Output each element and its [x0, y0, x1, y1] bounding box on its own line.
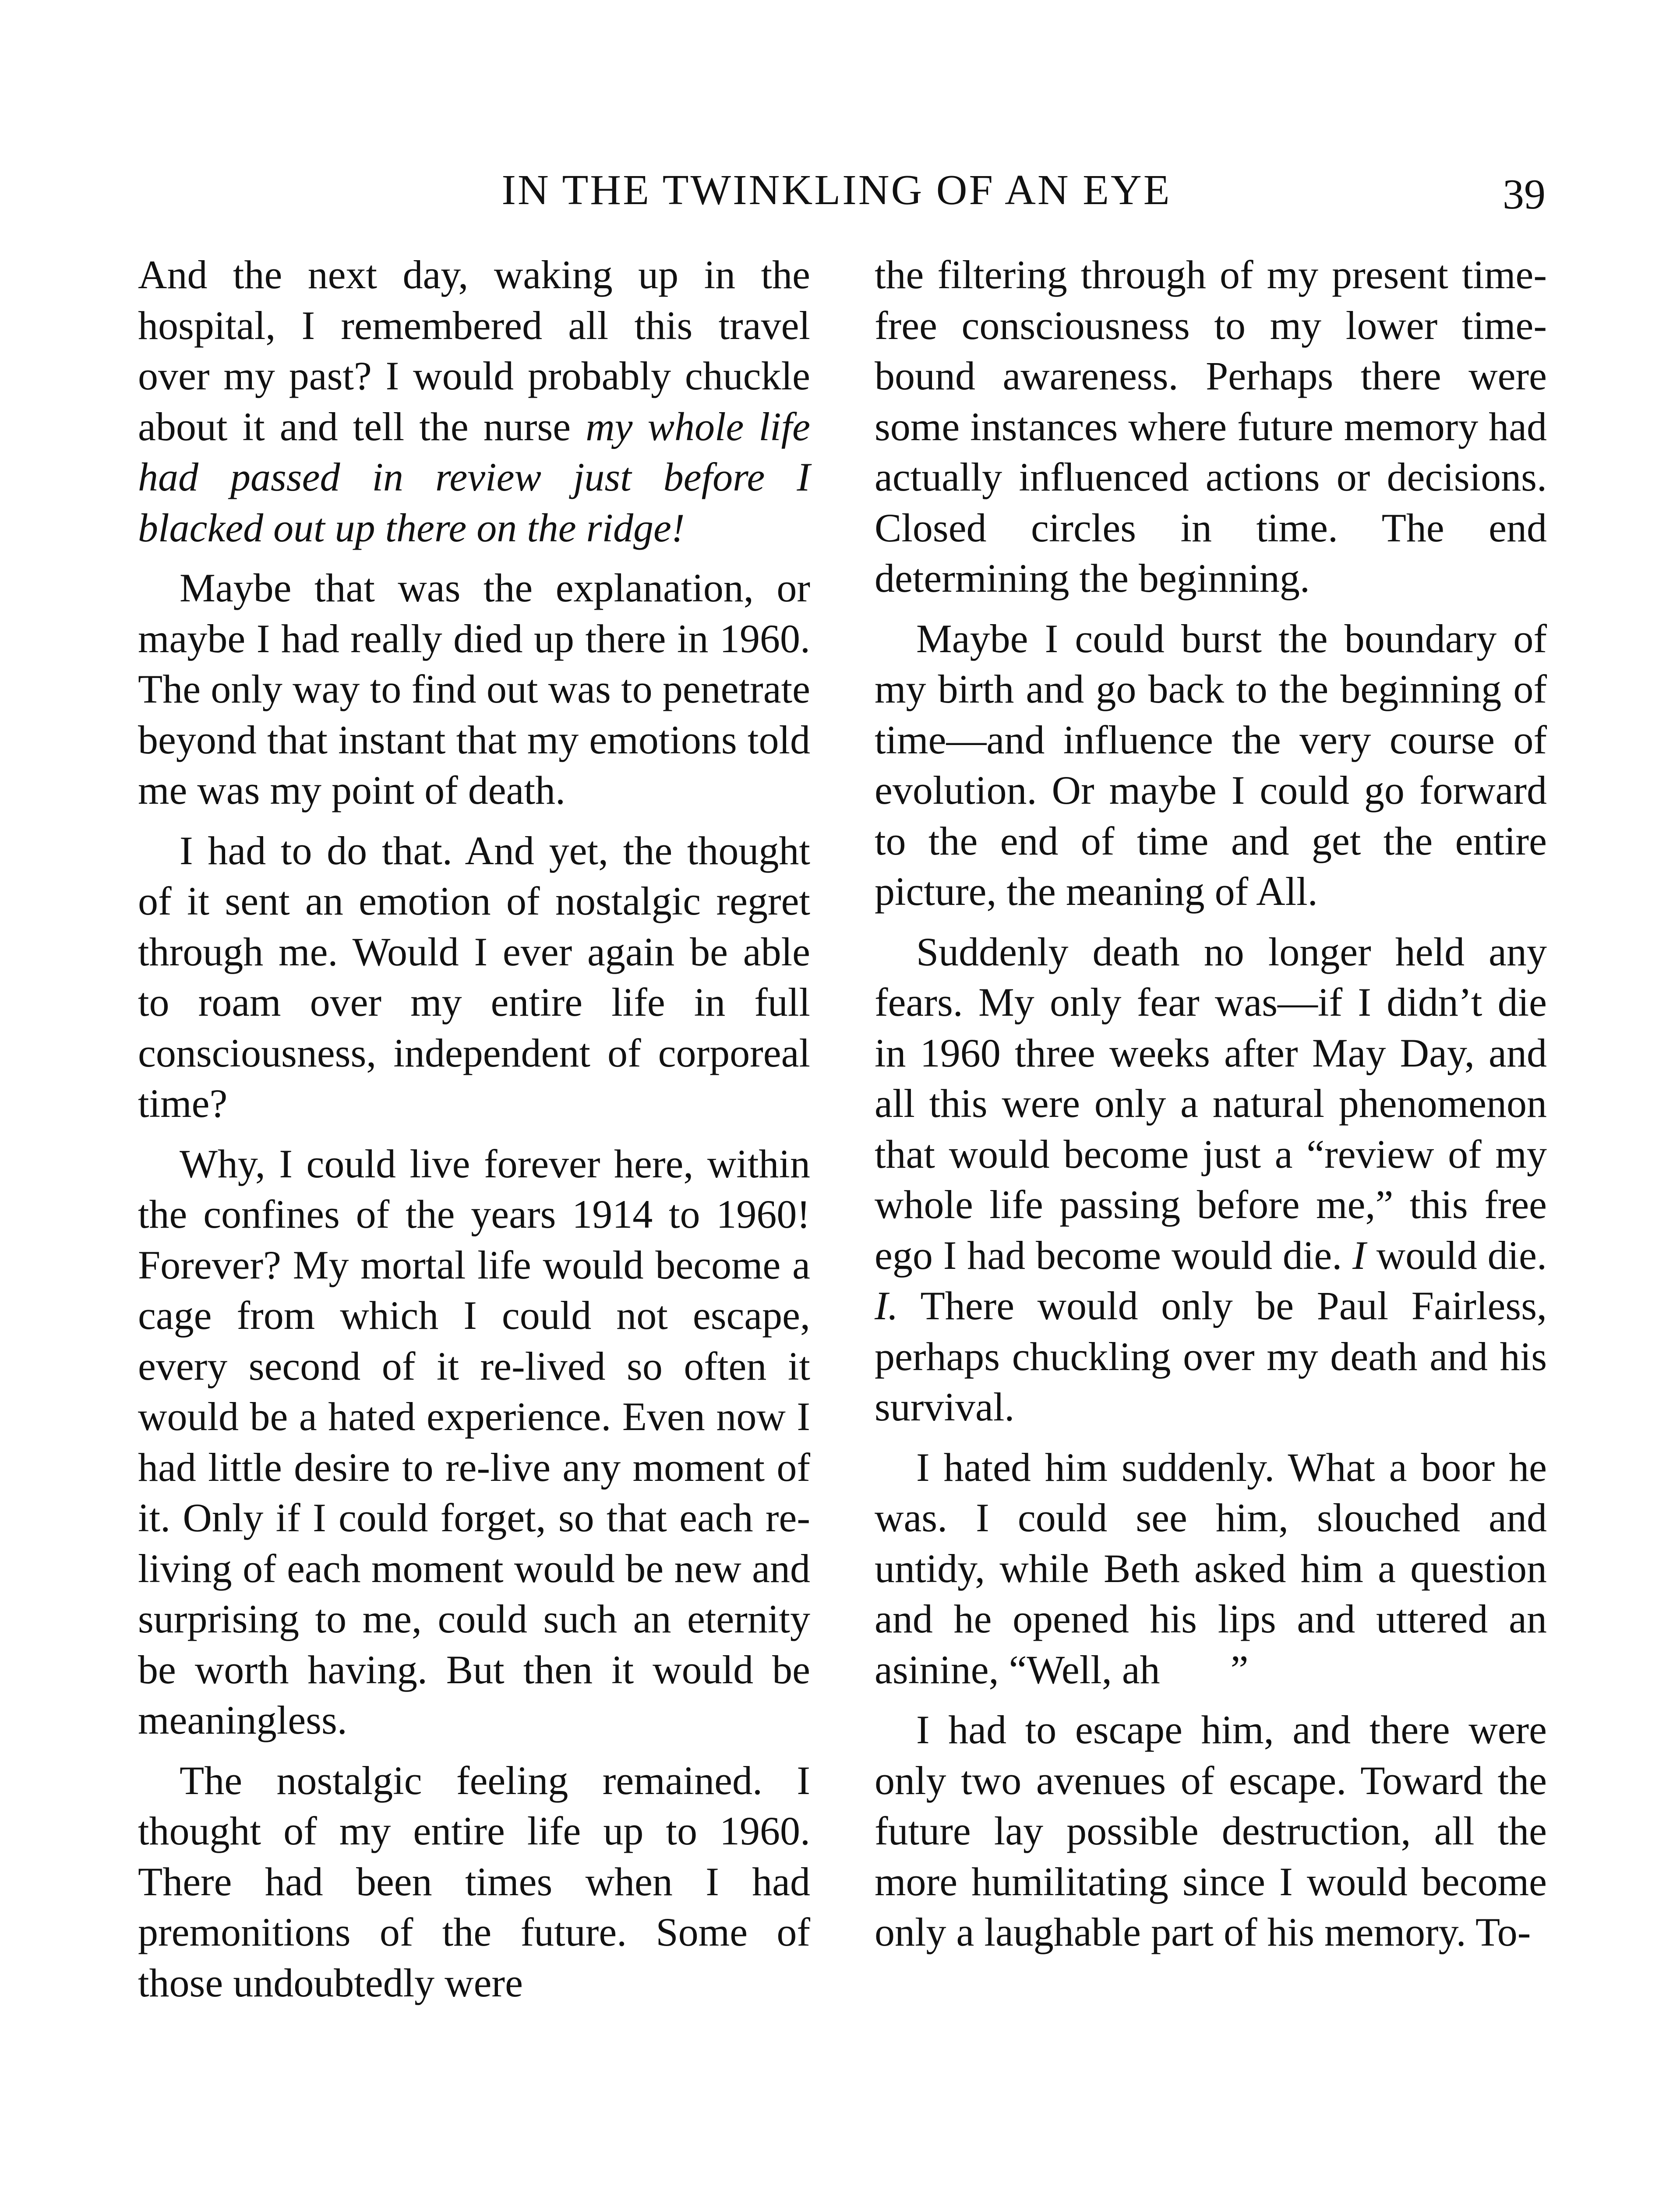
paragraph: the filtering through of my present time-free consciousness to my lower time-bound awareness. Perhaps there were some instances where future memory had actually influenced actions or decisions. Closed circles in time. The end determining the beginning. — [875, 252, 1547, 600]
paragraph: The nostalgic feeling remained. I thought of my entire life up to 1960. There had been times when I had premonitions of the future. Some of those undoubtedly were — [138, 1758, 810, 2005]
italic-text: I. — [875, 1283, 898, 1328]
left-column — [138, 250, 810, 2018]
paragraph-text: There would only be Paul Fairless, perhaps chuckling over my death and his survival. — [875, 1283, 1547, 1429]
paragraph: Maybe that was the explanation, or maybe I had really died up there in 1960. The only way to find out was to penetrate beyond that instant that my emotions told me was my point of death. — [138, 565, 810, 812]
paragraph — [138, 250, 810, 553]
paragraph-text: would die. — [1366, 1233, 1547, 1278]
paragraph — [875, 927, 1547, 1433]
paragraph-text: And the next day, waking up in the hospital, I remembered all this travel over my past? I would probably chuckle about it and tell the nurse — [138, 252, 810, 449]
paragraph-text: Suddenly death no longer held any fears. My only fear was—if I didn’t die in 1960 three weeks after May Day, and all this were only a natural phenomenon that would become just a “review of my whole life passing before me,” this free ego I had become would die. — [875, 929, 1547, 1278]
paragraph: I had to do that. And yet, the thought of it sent an emotion of nostalgic regret through me. Would I ever again be able to roam over my entire life in full consciousness, independent of corporeal time? — [138, 828, 810, 1126]
paragraph: I had to escape him, and there were only two avenues of escape. Toward the future lay possible destruction, all the more humilitating since I would become only a laughable part of his memory. To- — [875, 1707, 1547, 1954]
right-column — [875, 250, 1547, 1967]
paragraph: Why, I could live forever here, within the confines of the years 1914 to 1960! Forever? My mortal life would become a cage from which I could not escape, every second of it re-lived so often it would be a hated experience. Even now I had little desire to re-live any moment of it. Only if I could forget, so that each re-living of each moment would be new and surprising to me, could such an eternity be worth having. But then it would be meaningless. — [138, 1141, 810, 1742]
page-number: 39 — [1503, 171, 1546, 218]
italic-text: I — [1352, 1233, 1366, 1278]
running-title: IN THE TWINKLING OF AN EYE — [501, 166, 1172, 214]
paragraph: I hated him suddenly. What a boor he was. I could see him, slouched and untidy, while Beth asked him a question and he opened his lips and uttered an asinine, “Well, ah ” — [875, 1445, 1547, 1692]
italic-text: my whole life had passed in review just before I blacked out up there on the ridge! — [138, 404, 810, 550]
paragraph: Maybe I could burst the boundary of my birth and go back to the beginning of time—and influence the very course of evolution. Or maybe I could go forward to the end of time and get the entire picture, the meaning of All. — [875, 616, 1547, 914]
